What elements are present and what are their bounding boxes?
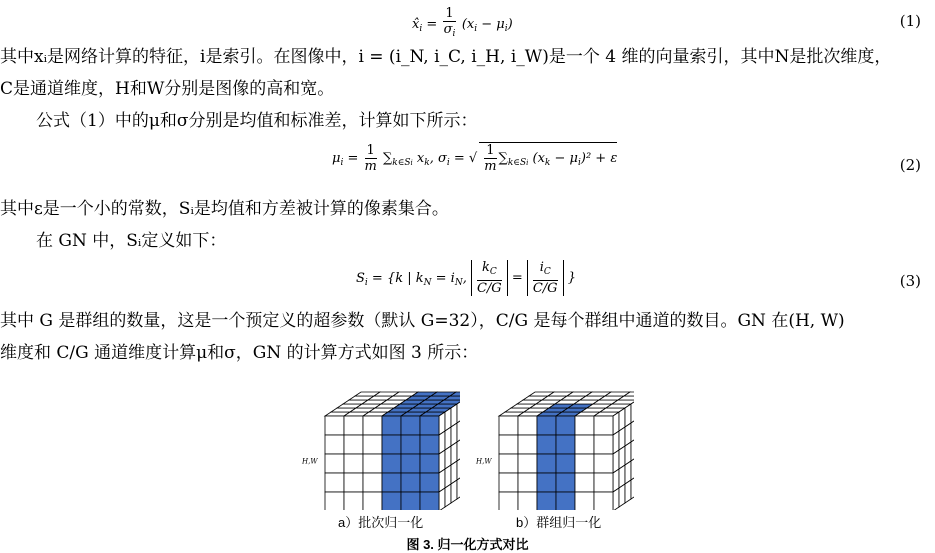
axis-label-hw: H,W: [476, 457, 492, 466]
group-norm-cube: [474, 380, 634, 510]
caption-batch-norm: a）批次归一化: [338, 515, 424, 530]
cube-side-cell: [457, 476, 460, 499]
cube-front-cell: [556, 416, 575, 435]
cube-front-cell: [363, 492, 382, 510]
cube-front-cell: [594, 435, 613, 454]
cube-front-cell: [325, 454, 344, 473]
equation-1-number: (1): [899, 12, 921, 30]
equation-3: $S_i = \{k$ | $k_N = i_N$, $\frac{k_C}{C/G}$ = $\frac{i_C}{C/G}$ }: [356, 260, 576, 296]
cube-front-cell: [518, 454, 537, 473]
cube-front-cell: [363, 435, 382, 454]
equation-2-number: (2): [899, 156, 921, 174]
cube-front-cell: [363, 454, 382, 473]
cube-side-cell: [631, 438, 634, 461]
cube-front-cell: [382, 492, 401, 510]
cube-side-cell: [457, 419, 460, 442]
cube-front-cell: [325, 473, 344, 492]
cube-front-cell: [344, 473, 363, 492]
cube-front-cell: [420, 454, 439, 473]
cube-front-cell: [575, 416, 594, 435]
cube-side-cell: [631, 400, 634, 423]
cube-side-cell: [613, 488, 619, 510]
cube-side-cell: [457, 400, 460, 423]
cube-front-cell: [575, 473, 594, 492]
paragraph-5-line-2: 维度和 C/G 通道维度计算μ和σ，GN 的计算方式如图 3 所示：: [0, 343, 479, 363]
caption-group-norm: b）群组归一化: [516, 515, 602, 530]
cube-side-cell: [451, 480, 457, 503]
paragraph-1-line-2: C是通道维度，H和W分别是图像的高和宽。: [0, 79, 335, 99]
cube-front-cell: [556, 435, 575, 454]
cube-front-cell: [537, 454, 556, 473]
cube-front-cell: [594, 492, 613, 510]
cube-front-cell: [382, 454, 401, 473]
cube-side-cell: [631, 457, 634, 480]
cube-front-cell: [344, 416, 363, 435]
cube-side-cell: [625, 480, 631, 503]
cube-front-cell: [420, 473, 439, 492]
cube-front-cell: [325, 435, 344, 454]
paragraph-3: 其中ε是一个小的常数，Sᵢ是均值和方差被计算的像素集合。: [0, 199, 449, 219]
paragraph-2: 公式（1）中的μ和σ分别是均值和标准差，计算如下所示：: [36, 111, 478, 131]
cube-front-cell: [325, 492, 344, 510]
cube-front-cell: [518, 416, 537, 435]
cube-front-cell: [344, 435, 363, 454]
cube-front-cell: [556, 473, 575, 492]
cube-front-cell: [382, 473, 401, 492]
cube-front-cell: [420, 492, 439, 510]
cube-front-cell: [499, 416, 518, 435]
cube-front-cell: [537, 492, 556, 510]
cube-front-cell: [556, 492, 575, 510]
cube-side-cell: [439, 488, 445, 510]
cube-side-cell: [631, 476, 634, 499]
cube-front-cell: [401, 435, 420, 454]
equation-2: $\mu_i$ = $\frac{1}{m}$ $\sum_{k\in Si}$ $x_k$, $\sigma_i$ = √ $\frac{1}{m}$ $\sum_{k\in Si}$ $(x_k - \mu_i)^2 + \varepsilon$: [332, 143, 618, 174]
cube-front-cell: [382, 416, 401, 435]
cube-front-cell: [363, 473, 382, 492]
cube-front-cell: [420, 416, 439, 435]
cube-front-cell: [556, 454, 575, 473]
paragraph-5-line-1: 其中 G 是群组的数量，这是一个预定义的超参数（默认 G=32），C/G 是每个群组中通道的数目。GN 在(H, W): [0, 311, 845, 331]
cube-front-cell: [594, 473, 613, 492]
cube-front-cell: [594, 416, 613, 435]
axis-label-hw: H,W: [302, 457, 318, 466]
cube-front-cell: [499, 473, 518, 492]
cube-front-cell: [382, 435, 401, 454]
cube-front-cell: [401, 416, 420, 435]
cube-side-cell: [631, 419, 634, 442]
cube-front-cell: [537, 473, 556, 492]
cube-front-cell: [518, 435, 537, 454]
cube-front-cell: [518, 492, 537, 510]
cube-front-cell: [401, 492, 420, 510]
cube-front-cell: [401, 454, 420, 473]
cube-front-cell: [344, 492, 363, 510]
cube-front-cell: [537, 416, 556, 435]
figure-title: 图 3. 归一化方式对比: [406, 537, 529, 552]
cube-front-cell: [575, 492, 594, 510]
cube-front-cell: [499, 492, 518, 510]
cube-side-cell: [457, 438, 460, 461]
cube-front-cell: [537, 435, 556, 454]
cube-front-cell: [363, 416, 382, 435]
cube-front-cell: [575, 435, 594, 454]
cube-front-cell: [499, 454, 518, 473]
cube-side-cell: [457, 457, 460, 480]
cube-front-cell: [344, 454, 363, 473]
equation-3-number: (3): [899, 272, 921, 290]
cube-front-cell: [594, 454, 613, 473]
cube-front-cell: [499, 435, 518, 454]
paragraph-4: 在 GN 中，Sᵢ定义如下：: [36, 231, 227, 251]
equation-1: $x̂_i$ = $\frac{1}{\sigma_i}$ $(x_i - \mu_i)$: [412, 6, 513, 39]
cube-front-cell: [518, 473, 537, 492]
cube-front-cell: [325, 416, 344, 435]
cube-side-cell: [619, 484, 625, 507]
batch-norm-cube: [300, 380, 460, 510]
paragraph-1-line-1: 其中xᵢ是网络计算的特征，i是索引。在图像中，i = (i_N, i_C, i_H, i_W)是一个 4 维的向量索引，其中N是批次维度，: [0, 47, 892, 67]
cube-front-cell: [420, 435, 439, 454]
cube-front-cell: [575, 454, 594, 473]
cube-side-cell: [445, 484, 451, 507]
cube-front-cell: [401, 473, 420, 492]
